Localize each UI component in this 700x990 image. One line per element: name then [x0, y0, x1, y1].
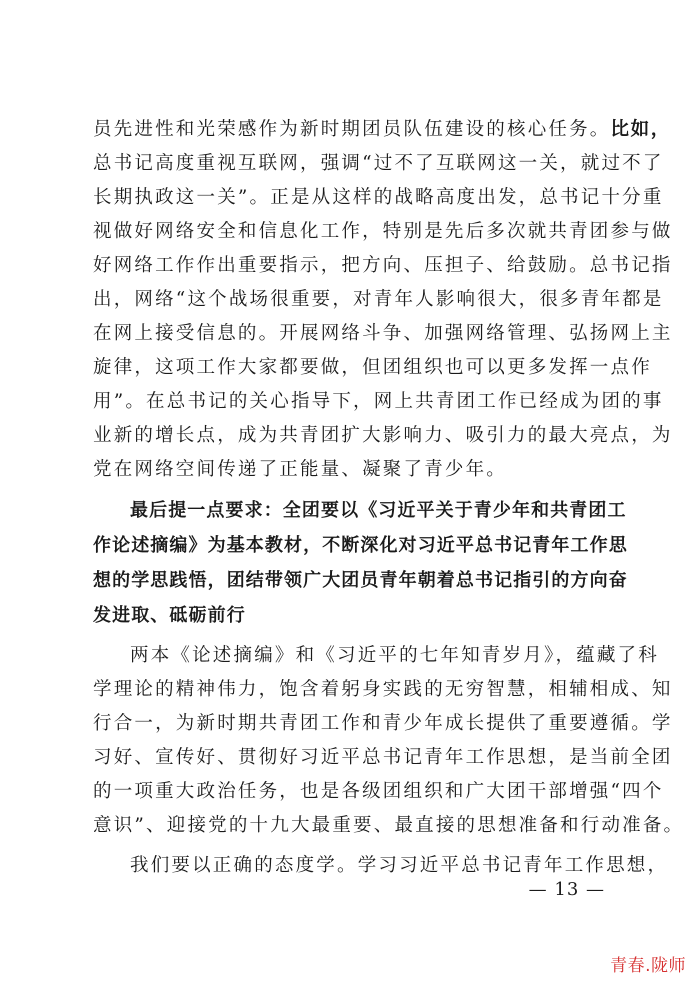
- heading-line: 最后提一点要求：全团要以《习近平关于青少年和共青团工: [130, 500, 627, 521]
- text-line: 意识”、迎接党的十九大最重要、最直接的思想准备和行动准备。: [93, 815, 685, 836]
- text-line: 总书记高度重视互联网，强调“过不了互联网这一关，就过不了: [93, 153, 664, 174]
- text-line: 旋律，这项工作大家都要做，但团组织也可以更多发挥一点作: [93, 357, 652, 378]
- text-line: 学理论的精神伟力，饱含着躬身实践的无穷智慧，相辅相成、知: [93, 679, 673, 700]
- text-line: 行合一，为新时期共青团工作和青少年成长提供了重要遵循。学: [93, 713, 673, 734]
- text-line: 出，网络“这个战场很重要，对青年人影响很大，很多青年都是: [93, 289, 664, 310]
- text-line: 党在网络空间传递了正能量、凝聚了青少年。: [93, 459, 508, 480]
- text-line: 在网上接受信息的。开展网络斗争、加强网络管理、弘扬网上主: [93, 323, 673, 344]
- text-line: 习好、宣传好、贯彻好习近平总书记青年工作思想，是当前全团: [93, 747, 673, 768]
- heading-line: 发进取、砥砺前行: [93, 605, 246, 626]
- text-line: 我们要以正确的态度学。学习习近平总书记青年工作思想，: [130, 855, 669, 876]
- text-line: 好网络工作作出重要指示，把方向、压担子、给鼓励。总书记指: [93, 255, 673, 276]
- text-line: 用”。在总书记的关心指导下，网上共青团工作已经成为团的事: [93, 391, 664, 412]
- watermark-text: 青春.陇师: [610, 956, 686, 976]
- heading-line: 想的学思践悟，团结带领广大团员青年朝着总书记指引的方向奋: [93, 570, 628, 591]
- section-heading: [93, 493, 628, 633]
- bold-text-run: 比如，: [610, 119, 671, 140]
- text-line: [93, 113, 671, 147]
- text-line: 的一项重大政治任务，也是各级团组织和广大团干部增强“四个: [93, 781, 664, 802]
- body-text: [93, 113, 685, 883]
- paragraph-2: [93, 639, 685, 843]
- heading-line: 作论述摘编》为基本教材，不断深化对习近平总书记青年工作思: [93, 535, 628, 556]
- text-line: 业新的增长点，成为共青团扩大影响力、吸引力的最大亮点，为: [93, 425, 673, 446]
- paragraph-3: [93, 849, 669, 883]
- text-run: 员先进性和光荣感作为新时期团员队伍建设的核心任务。: [93, 119, 611, 140]
- text-line: 两本《论述摘编》和《习近平的七年知青岁月》，蕴藏了科: [130, 645, 659, 666]
- text-line: 长期执政这一关”。正是从这样的战略高度出发，总书记十分重: [93, 187, 664, 208]
- text-line: 视做好网络安全和信息化工作，特别是先后多次就共青团参与做: [93, 221, 673, 242]
- page-number: — 13 —: [528, 879, 605, 900]
- paragraph-1: [93, 113, 673, 487]
